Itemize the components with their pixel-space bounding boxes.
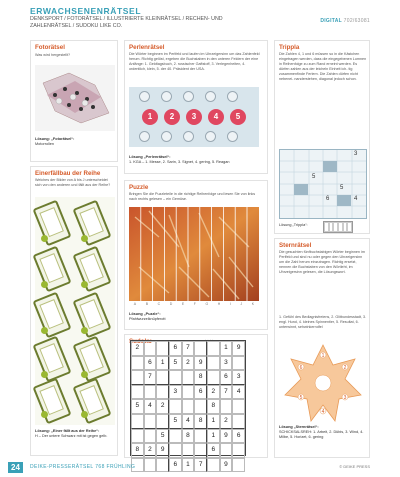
fotoraetsel-title: Fotorätsel [35,44,65,51]
sudoku-grid [130,340,246,468]
ball-icon [41,281,48,288]
ball-icon [81,235,88,242]
sudoku-cell [220,399,233,414]
phone-c [32,246,71,293]
sudoku-cell: 8 [194,370,207,385]
perle [139,131,150,142]
trippla-solution-label: Lösung „Trippla“: [279,223,308,227]
perle [227,91,238,102]
sudoku-cell [194,399,207,414]
trippla-grid [279,149,367,219]
einreihe-solution [35,429,115,439]
sudoku-cell: 1 [207,429,220,444]
sudoku-cell [182,443,195,458]
perle [161,91,172,102]
trippla-solution-grid [323,221,353,233]
sudoku-cell: 1 [220,341,233,356]
sudoku-cell: 6 [169,458,182,473]
puzzle-text: Bringen Sie die Puzzleteile in die richtige Reihenfolge und lesen Sie von links nach rechts gelesen – ein Gemüse. [129,192,256,201]
sudoku-title: Sudoku [129,338,152,345]
sudoku-cell: 2 [182,356,195,371]
perlen-number-2: 2 [164,109,180,125]
einreihe-solution-label: Lösung: „Einer fällt aus der Reihe“: [35,429,100,433]
puzzle-letter: F [193,302,196,306]
sternraetsel-solution [279,425,367,440]
sudoku-cell: 6 [232,429,245,444]
sudoku-cell: 6 [207,443,220,458]
stern-diagram [283,343,363,423]
sudoku-cell: 5 [169,356,182,371]
trippla-cell: 5 [312,174,316,180]
puzzle-solution-label: Lösung „Puzzle“: [129,312,161,316]
svg-text:6: 6 [299,365,303,371]
sudoku-cell [131,429,144,444]
sudoku-cell [207,458,220,473]
perlenraetsel-solution [129,155,263,165]
puzzle-letters [129,302,259,306]
puzzle-letter: G [205,302,209,306]
trippla-cell: 5 [340,185,344,191]
puzzle-solution [129,312,263,322]
sudoku-cell [144,458,157,473]
sudoku-level: leicht [205,339,213,343]
sudoku-cell: 2 [156,399,169,414]
sudoku-cell [207,370,220,385]
sudoku-cell: 2 [144,443,157,458]
perle [161,131,172,142]
sternraetsel-solution-text: SCHICKSALSREH: 1. Arbeit, 2. Dübis, 3. Wind, 4. Milbe, 5. Horizet, 6. gering [279,430,364,439]
ball-icon [41,327,48,334]
ball-icon [81,327,88,334]
puzzle-letter: I [229,302,231,306]
perlenraetsel-text: Die Wörter beginnen im Perlfeld und laufen im Uhrzeigersinn um das Zahlenfeld herum. Richtig gelöst, ergeben die Buchstaben in den unteren Feldern der eine Anfänge: 1. Geldtagsbuch, 2. russischer Gaftstoff, 3. Verlegenheiten, 4. ordentlich, klein, 5. der 40. Präsident der USA. [129,52,260,71]
sudoku-cell [156,414,169,429]
phone-j [72,378,111,425]
sudoku-cell: 9 [156,443,169,458]
sudoku-cell: 6 [220,370,233,385]
sudoku-cell: 5 [131,399,144,414]
svg-text:2: 2 [343,365,347,371]
fotoraetsel-question: Was wird hergestellt? [35,53,71,57]
phone-g [32,336,71,383]
puzzle-letter: B [145,302,149,306]
perlenraetsel-title: Perlenrätsel [129,44,165,51]
section-title: ERWACHSENENRÄTSEL [30,6,142,16]
einreihe-solution-text: H – Der untere Schwarz mit ist gegen gelb. [35,434,108,438]
sudoku-cell: 2 [131,341,144,356]
sudoku-cell [131,370,144,385]
perlen-number-4: 4 [208,109,224,125]
puzzle-letter: C [157,302,161,306]
fotoraetsel-image [35,65,115,131]
sudoku-cell: 6 [169,341,182,356]
perlen-board [129,87,259,147]
sudoku-cell: 7 [220,385,233,400]
sudoku-cell: 9 [194,356,207,371]
sudoku-cell [144,429,157,444]
trippla-text: Die Zahlen 4, 1 und 6 müssen so in die Kästchen eingetragen werden, dass die eingegebenen Lumnen in Reihenfolge zu zum Rand erneint werden. Es dürfen zahlen aus der leicheln Einheit ich- tig zusammenfinde Ferlern. Die Zahlen dürfen nicht nebenei- nanderstehen, diagonal jedoch schon. [279,52,367,81]
sternraetsel-clues: 1. Gefühl des Bedlagnisfreiens, 2. Glitbundesstadt, 3. engl. Hund, 4. kleines Spinnentier, 5. Resultat, 6. unterwinnt, sehwinkerndfel [279,315,367,329]
puzzle-letter: H [217,302,221,306]
fotoraetsel-solution-text: Motorrollen [35,142,54,146]
puzzle-letter: E [181,302,185,306]
section-subtitle: DENKSPORT / FOTORÄTSEL / ILLUSTRIERTE KLEINRÄTSEL / RECHEN- UND ZAHLENRÄTSEL / SUDOKU LIKE CO. [30,16,223,29]
sudoku-cell: 9 [232,341,245,356]
sudoku-cell: 1 [182,458,195,473]
sudoku-cell: 2 [207,385,220,400]
ball-icon [81,411,88,418]
sudoku-cell [194,429,207,444]
sudoku-cell [220,443,233,458]
sternraetsel-solution-label: Lösung „Sternrätsel“: [279,425,319,429]
sudoku-cell: 9 [220,458,233,473]
puzzle-letter: J [240,302,243,306]
trippla-panel [274,40,370,234]
sudoku-cell [207,341,220,356]
sudoku-cell: 4 [144,399,157,414]
sudoku-cell: 2 [220,414,233,429]
perlenraetsel-solution-text: 1. KGA – 1. Messe, 2. Sarin, 3. Signet, 4. gering, 5. Reagan [129,160,230,164]
phone-f [72,292,111,339]
phone-i [32,378,71,425]
trippla-cell: 6 [326,196,330,202]
sudoku-cell [232,443,245,458]
sudoku-cell [169,429,182,444]
sudoku-cell: 1 [156,356,169,371]
sudoku-cell: 6 [194,385,207,400]
order-value: 702/63081 [343,18,370,24]
sudoku-cell [232,458,245,473]
page-number: 24 [8,462,23,473]
sudoku-cell [182,399,195,414]
ball-icon [81,371,88,378]
puzzle-title: Puzzle [129,184,149,191]
sudoku-cell [169,399,182,414]
sudoku-cell [232,399,245,414]
perlen-number-1: 1 [142,109,158,125]
perlenraetsel-solution-label: Lösung „Perlenrätsel“: [129,155,171,159]
perlenraetsel-panel [124,40,268,174]
sudoku-cell [156,341,169,356]
einreihe-title: Einerfällbau der Reihe [35,170,101,177]
sudoku-cell: 8 [207,399,220,414]
einreihe-panel [30,166,118,456]
svg-text:4: 4 [321,409,325,415]
sudoku-cell [207,356,220,371]
perle [227,131,238,142]
ball-icon [81,281,88,288]
sudoku-cell: 8 [194,414,207,429]
perle [205,131,216,142]
phone-a [32,200,71,247]
sudoku-cell: 8 [131,443,144,458]
sudoku-cell: 7 [144,370,157,385]
puzzle-letter: A [133,302,137,306]
puzzle-image [129,207,259,301]
sudoku-cell: 8 [182,429,195,444]
phone-e [32,292,71,339]
sudoku-cell [131,356,144,371]
sudoku-cell: 9 [220,429,233,444]
fotoraetsel-solution-label: Lösung: „Fotorätsel“: [35,137,75,141]
sudoku-cell [194,341,207,356]
sudoku-cell: 4 [182,414,195,429]
svg-text:5: 5 [299,395,303,401]
perle [183,91,194,102]
sudoku-cell: 4 [232,385,245,400]
sternraetsel-text: Die gesuchten fünfbuchstabigen Wörter beginnen im Perlfeld und sind nu oder gegen den Uhrzeigersinn um die Zahl herum einzutragen. Richtig ersetzt, nennen die Buchstaben von den Wörtleht, im Uhrzeigersinn gelesen, die Lösungswort. [279,250,365,274]
perle [205,91,216,102]
sudoku-cell [156,458,169,473]
sudoku-cell: 3 [169,385,182,400]
sudoku-cell [169,370,182,385]
puzzle-solution-text: Pfahlwurzelknüpferott [129,317,166,321]
sudoku-cell: 6 [144,356,157,371]
ball-icon [41,371,48,378]
trippla-cell: 3 [354,151,358,157]
sudoku-cell: 7 [182,341,195,356]
perlen-number-5: 5 [230,109,246,125]
sudoku-cell [194,443,207,458]
trippla-title: Trippla [279,44,300,51]
sudoku-cell [169,443,182,458]
phone-d [72,246,111,293]
phone-b [72,200,111,247]
sudoku-cell: 3 [232,370,245,385]
sudoku-cell [131,385,144,400]
footer-title: DEIKE-PRESSERÄTSEL 768 FRÜHLING [30,464,136,470]
phone-h [72,336,111,383]
sudoku-cell [156,370,169,385]
einreihe-text: Welches der Bilder von A bis J unterscheidet sich von den anderen und fällt aus der Reihe? [35,178,111,187]
fotoraetsel-solution [35,137,115,147]
perle [139,91,150,102]
order-number [320,18,370,24]
sudoku-cell: 7 [194,458,207,473]
sudoku-cell [156,385,169,400]
sudoku-cell [131,414,144,429]
sudoku-cell [232,356,245,371]
sudoku-cell: 5 [156,429,169,444]
sudoku-cell [144,385,157,400]
perlen-number-3: 3 [186,109,202,125]
sudoku-cell [182,385,195,400]
fotoraetsel-panel [30,40,118,162]
puzzle-letter: K [251,302,255,306]
sudoku-cell [144,414,157,429]
sudoku-cell: 5 [169,414,182,429]
puzzle-letter: D [169,302,173,306]
phones-grid [35,197,115,425]
perle [183,131,194,142]
ball-icon [41,235,48,242]
svg-text:1: 1 [321,353,325,359]
sudoku-cell: 1 [207,414,220,429]
svg-text:3: 3 [343,395,347,401]
sudoku-cell [232,414,245,429]
digital-label: DIGITAL [320,18,342,24]
sudoku-cell [182,370,195,385]
footer-copyright: © DEIKE PRESS [339,464,370,469]
sternraetsel-panel [274,238,370,458]
sternraetsel-title: Sternrätsel [279,242,312,249]
ball-icon [41,411,48,418]
puzzle-panel [124,180,268,330]
sudoku-cell: 3 [220,356,233,371]
sudoku-cell [144,341,157,356]
trippla-cell: 4 [354,196,358,202]
